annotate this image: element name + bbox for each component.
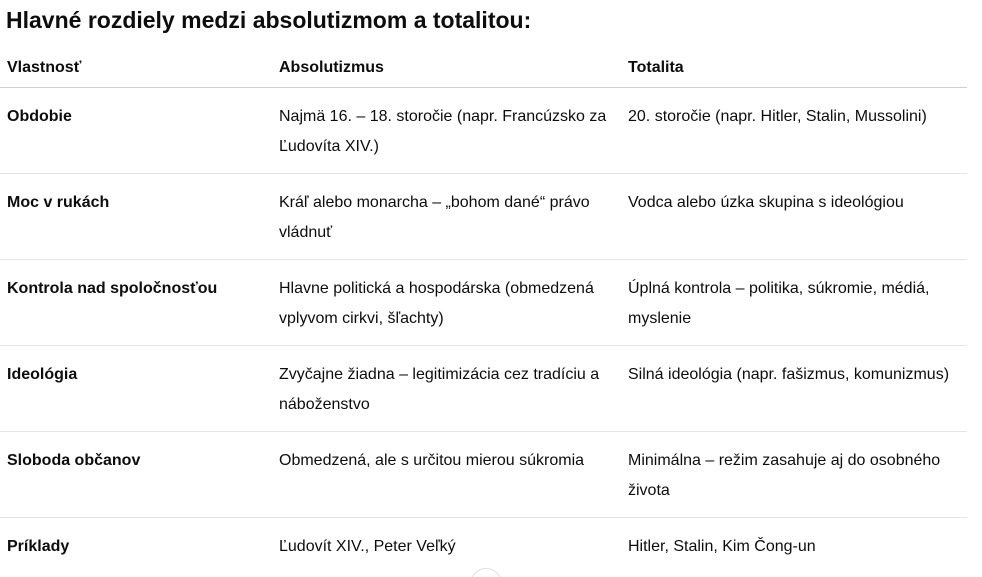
header-absolutism: Absolutizmus bbox=[279, 59, 384, 76]
table-row bbox=[0, 260, 967, 346]
row-label: Príklady bbox=[7, 538, 70, 555]
row-label: Obdobie bbox=[7, 108, 72, 125]
header-property: Vlastnosť bbox=[7, 59, 82, 76]
totalitarianism-cell: Minimálna – režim zasahuje aj do osobného života bbox=[628, 452, 941, 499]
totalitarianism-cell: Úplná kontrola – politika, súkromie, médiá, myslenie bbox=[628, 280, 930, 327]
page-title: Hlavné rozdiely medzi absolutizmom a totalitou: bbox=[6, 7, 532, 33]
table-row bbox=[0, 346, 967, 432]
totalitarianism-cell: 20. storočie (napr. Hitler, Stalin, Mussolini) bbox=[628, 108, 927, 125]
totalitarianism-cell: Silná ideológia (napr. fašizmus, komunizmus) bbox=[628, 366, 950, 383]
row-label: Moc v rukách bbox=[7, 194, 110, 211]
totalitarianism-cell: Hitler, Stalin, Kim Čong-un bbox=[628, 538, 816, 555]
absolutism-cell: Zvyčajne žiadna – legitimizácia cez tradíciu a náboženstvo bbox=[279, 366, 600, 413]
row-label: Ideológia bbox=[7, 366, 78, 383]
absolutism-cell: Kráľ alebo monarcha – „bohom dané“ právo vládnuť bbox=[279, 194, 590, 241]
absolutism-cell: Obmedzená, ale s určitou mierou súkromia bbox=[279, 452, 585, 469]
absolutism-cell: Ľudovít XIV., Peter Veľký bbox=[279, 538, 456, 555]
totalitarianism-cell: Vodca alebo úzka skupina s ideológiou bbox=[628, 194, 904, 211]
absolutism-cell: Hlavne politická a hospodárska (obmedzená vplyvom cirkvi, šľachty) bbox=[279, 280, 594, 327]
table-row bbox=[0, 88, 967, 174]
table-row bbox=[0, 432, 967, 518]
header-totalitarianism: Totalita bbox=[628, 59, 684, 76]
table-header-row bbox=[0, 50, 967, 88]
comparison-table bbox=[0, 50, 967, 577]
absolutism-cell: Najmä 16. – 18. storočie (napr. Francúzsko za Ľudovíta XIV.) bbox=[279, 108, 607, 155]
row-label: Sloboda občanov bbox=[7, 452, 141, 469]
row-label: Kontrola nad spoločnosťou bbox=[7, 280, 218, 297]
table-row bbox=[0, 174, 967, 260]
